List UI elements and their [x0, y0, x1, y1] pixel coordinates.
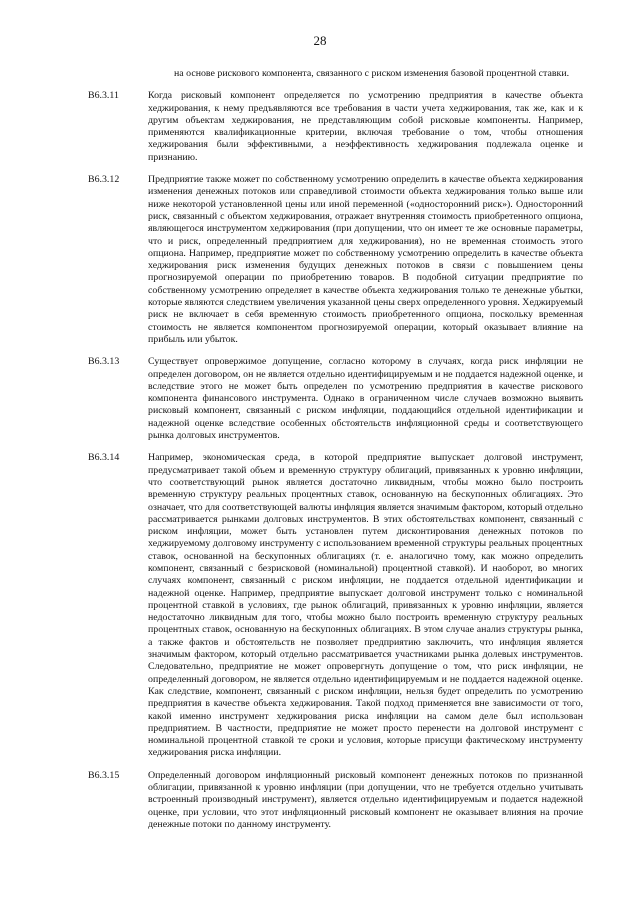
paragraph-b6-3-11: [88, 90, 583, 164]
paragraph-text: Например, экономическая среда, в которой предприятие выпускает долговой инструмент, предусматривает такой объем и временную структуру облигаций, привязанных к уровню инфляции, что соответствующий рынок является достаточно ликвидным, чтобы можно было построить временную структуру реальных процентных ставок, основанную на бескупонных облигациях. Это означает, что для соответствующей валюты инфляция является значимым фактором, который отдельно рассматривается рынками долговых инструментов. В этих обстоятельствах компонент, связанный с риском инфляции, может быть установлен путем дисконтирования денежных потоков по хеджируемому долговому инструменту с использованием временной структуры реальных процентных ставок, основанной на бескупонных облигациях (т. е. аналогично тому, как можно определить компонент, связанный с безрисковой (номинальной) процентной ставкой). И наоборот, во многих случаях компонент, связанный с риском инфляции, не поддается отдельной идентификации и надежной оценке. Например, предприятие выпускает долговой инструмент только с номинальной процентной ставкой в условиях, где рынок облигаций, привязанных к уровню инфляции, является недостаточно ликвидным для того, чтобы можно было построить временную структуру реальных процентных ставок, основанную на бескупонных облигациях. В этом случае анализ структуры рынка, а также фактов и обстоятельств не позволяет предприятию заключить, что инфляция является значимым фактором, который отдельно рассматривается участниками рынка долевых инструментов. Следовательно, предприятие не может опровергнуть допущение о том, что риск инфляции, не определенный договором, не является отдельно идентифицируемым и не поддается надежной оценке. Как следствие, компонент, связанный с риском инфляции, нельзя будет определить по усмотрению предприятия в качестве объекта хеджирования. Такой подход применяется вне зависимости от того, какой именно инструмент хеджирования риска инфляции на самом деле был использован предприятием. В частности, предприятие не может просто перенести на долговой инструмент с номинальной процентной ставкой те сроки и условия, которые присущи фактическому инструменту хеджирования риска инфляции.: [148, 452, 583, 759]
paragraph-text: Существует опровержимое допущение, согласно которому в случаях, когда риск инфляции не определен договором, он не является отдельно идентифицируемым и не поддается надежной оценке, и вследствие этого не может быть определен по усмотрению предприятия в качестве рискового компонента финансового инструмента. Однако в ограниченном числе случаев возможно выявить рисковый компонент, связанный с риском инфляции, поддающийся отдельной идентификации и надежной оценке вследствие особенных обстоятельств инфляционной среды и соответствующего рынка долговых инструментов.: [148, 356, 583, 442]
page-number: 28: [313, 33, 327, 48]
paragraph-text: Когда рисковый компонент определяется по усмотрению предприятия в качестве объекта хеджирования, к нему предъявляются все требования в части учета хеджирования, так же, как и к другим объектам хеджирования, не представляющим собой рисковые компоненты. Например, применяются квалификационные критерии, включая требование о том, чтобы отношения хеджирования были эффективными, а неэффективность хеджирования подлежала оценке и признанию.: [148, 90, 583, 163]
paragraph-text: Определенный договором инфляционный рисковый компонент денежных потоков по признанной облигации, привязанной к уровню инфляции (при допущении, что не требуется отдельно учитывать встроенный производный инструмент), является отдельно идентифицируемым и подается надежной оценке, при условии, что этот инфляционный рисковый компонент не оказывает влияния на прочие денежные потоки по данному инструменту.: [148, 769, 583, 830]
paragraph-number: В6.3.11: [88, 90, 119, 102]
paragraph-b6-3-13: [88, 356, 583, 442]
paragraph-b6-3-14: [88, 452, 583, 759]
document-body: [88, 68, 583, 841]
paragraph-number: В6.3.15: [88, 769, 120, 781]
paragraph-text: Предприятие также может по собственному усмотрению определить в качестве объекта хеджирования изменения денежных потоков или справедливой стоимости объекта хеджирования только выше или ниже некоторой установленной цены или иной переменной («односторонний риск»). Односторонний риск, связанный с объектом хеджирования, отражает внутренняя стоимость приобретенного опциона, являющегося инструментом хеджирования (при допущении, что он имеет те же основные параметры, что и риск, определенный предприятием для хеджирования), но не временная стоимость этого опциона. Например, предприятие может по собственному усмотрению определить в качестве объекта хеджирования риск изменения будущих денежных потоков в связи с повышением цены прогнозируемой операции по приобретению товаров. В подобной ситуации предприятие по собственному усмотрению определяет в качестве объекта хеджирования только те денежные убытки, которые являются следствием увеличения указанной цены сверх определенного уровня. Хеджируемый риск не включает в себя временную стоимость приобретенного опциона, поскольку временная стоимость не является компонентом прогнозируемой операции, который оказывает влияние на прибыль или убыток.: [148, 174, 583, 345]
paragraph-number: В6.3.14: [88, 452, 120, 464]
paragraph-b6-3-12: [88, 174, 583, 346]
paragraph-number: В6.3.13: [88, 356, 120, 368]
paragraph-b6-3-15: [88, 770, 583, 831]
continued-paragraph-text: на основе рискового компонента, связанного с риском изменения базовой процентной ставки.: [174, 68, 570, 79]
paragraph-number: В6.3.12: [88, 174, 120, 186]
